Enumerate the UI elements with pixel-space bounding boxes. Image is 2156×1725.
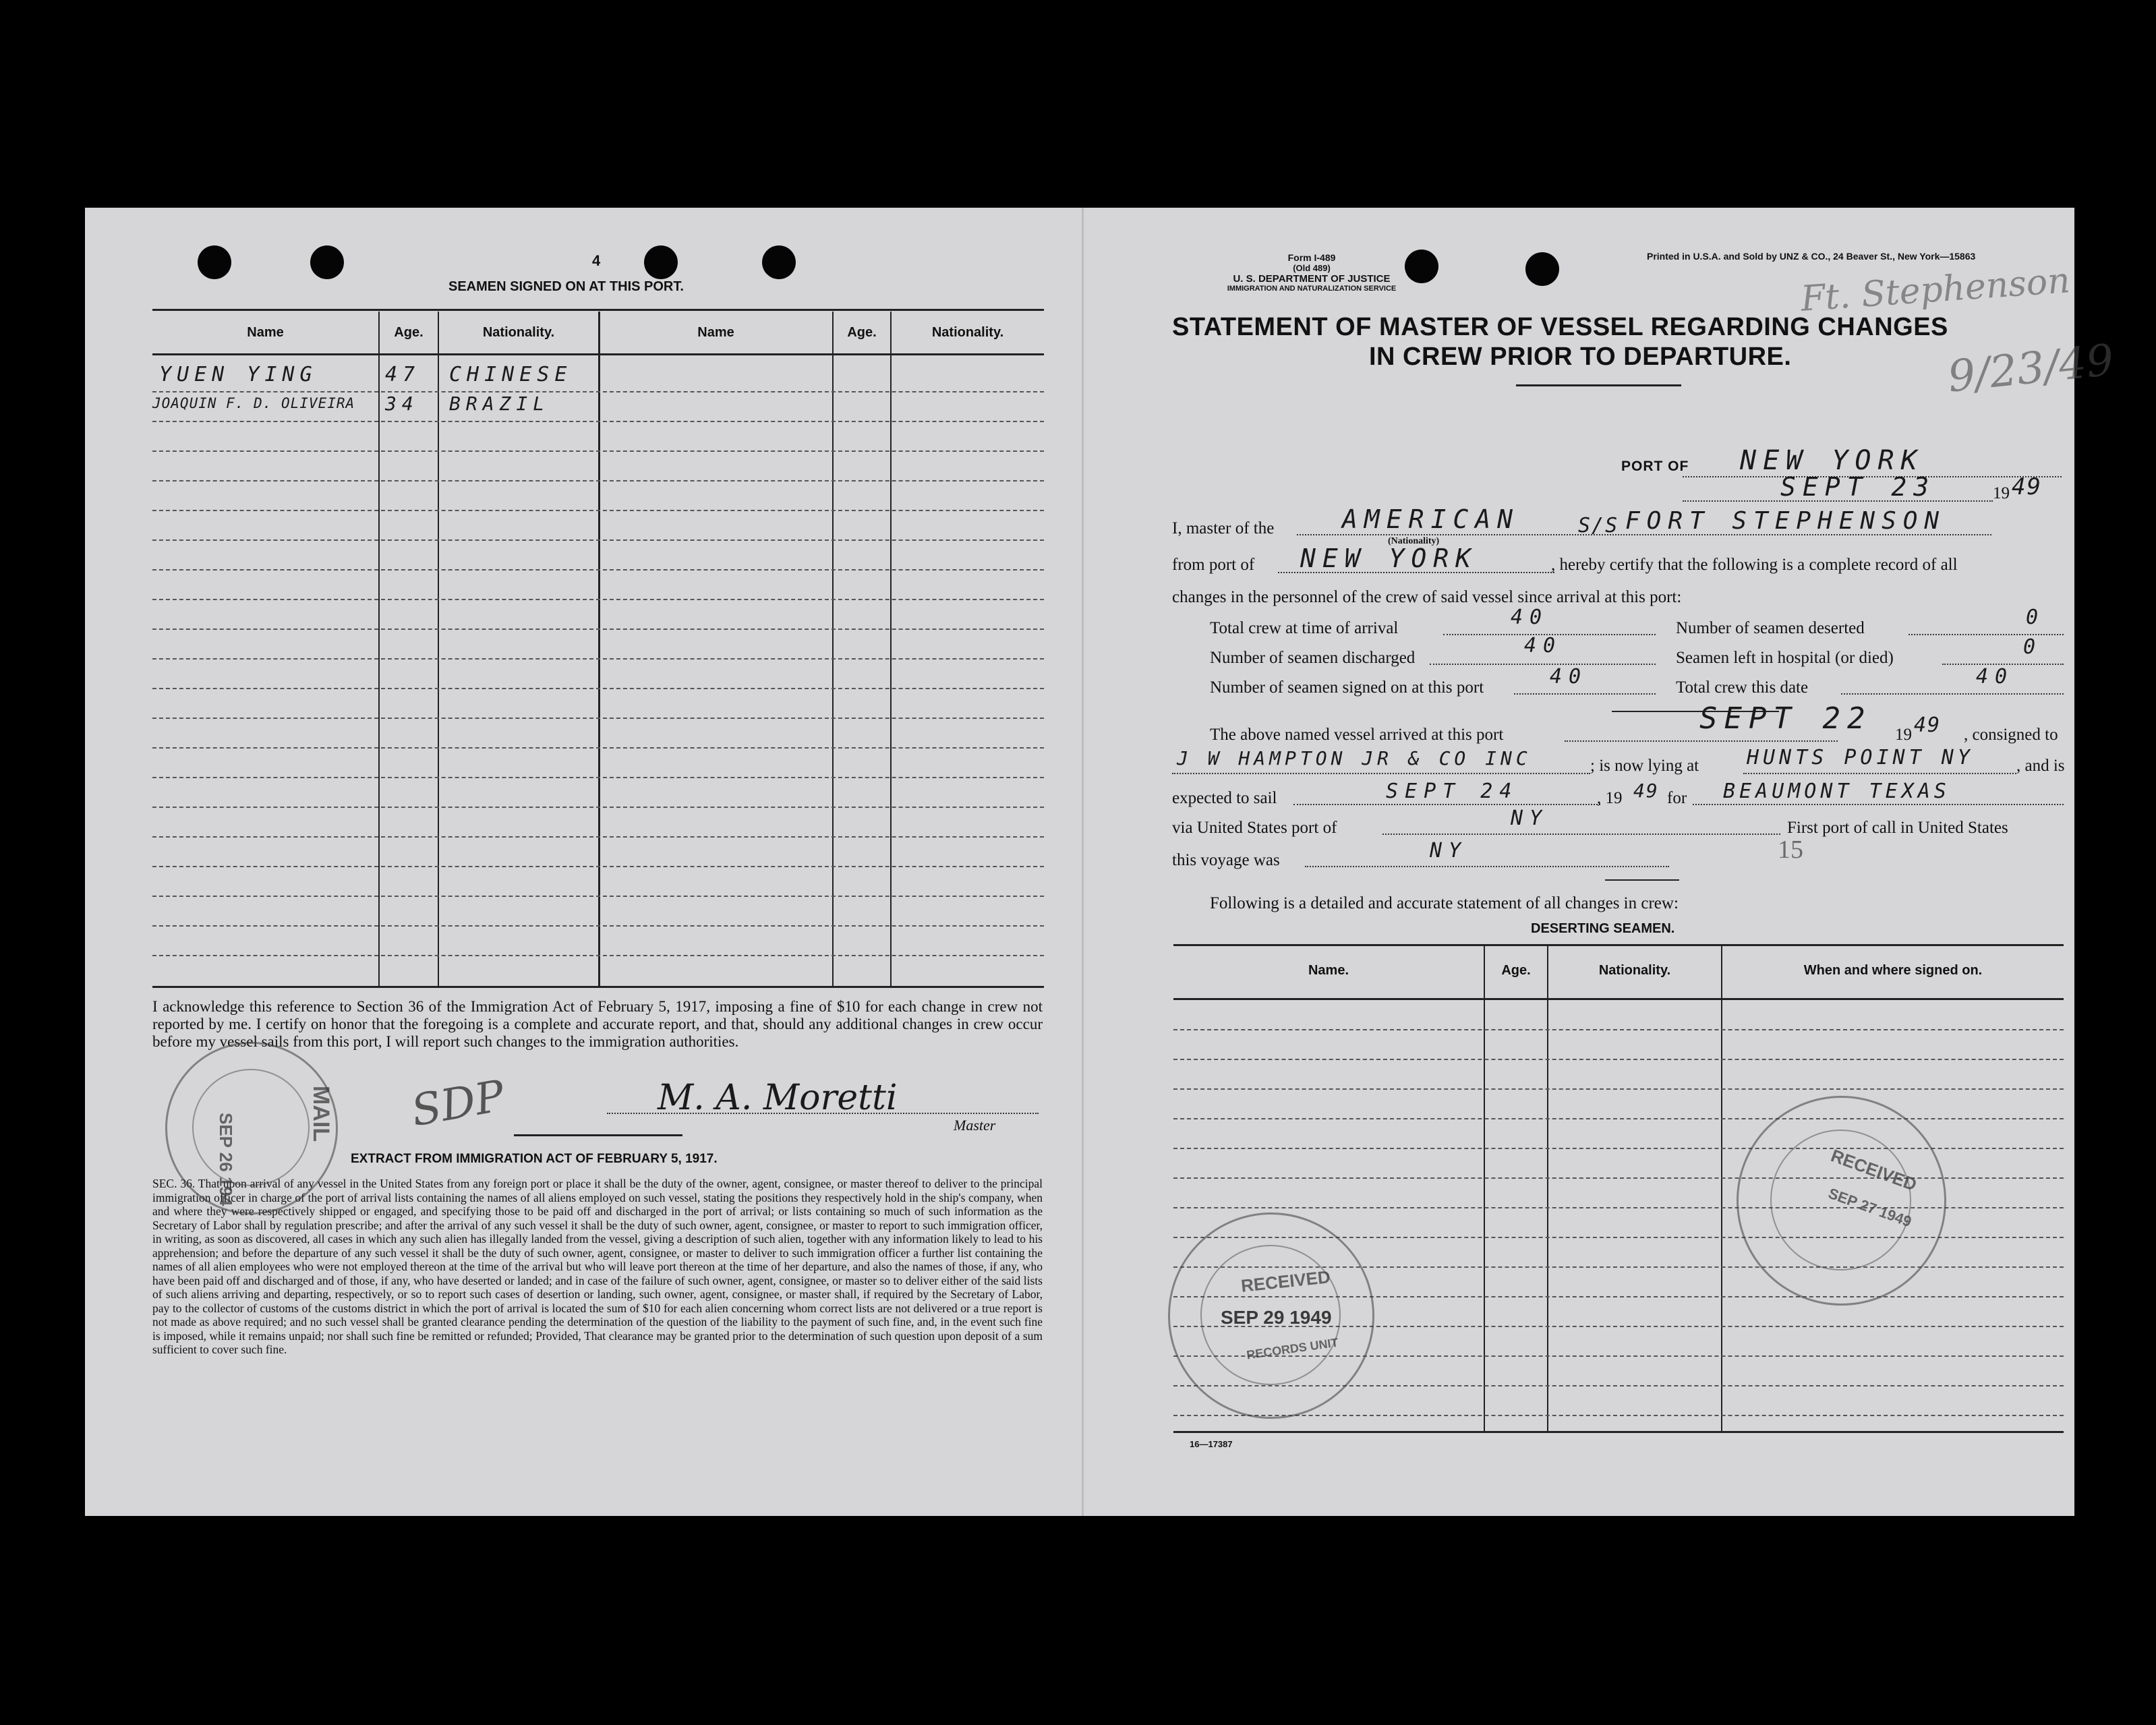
voyage-rule <box>1605 879 1679 881</box>
desert-column-divider <box>1721 946 1722 1432</box>
records-unit-stamp-date: SEP 29 1949 <box>1221 1307 1332 1328</box>
lying-label: ; is now lying at <box>1590 757 1699 775</box>
for-label: for <box>1667 789 1687 807</box>
row-rule <box>152 480 1044 481</box>
row-rule <box>152 599 1044 600</box>
row-rule <box>1173 1118 2064 1119</box>
deserting-title: DESERTING SEAMEN. <box>1531 921 1675 936</box>
stat-discharged-value: 40 <box>1524 634 1563 657</box>
form-old-number: (Old 489) <box>1293 263 1331 273</box>
expected-label: expected to sail <box>1172 789 1277 807</box>
voyage-value: NY <box>1430 839 1468 862</box>
and-is-label: , and is <box>2016 757 2065 775</box>
master-of-label: I, master of the <box>1172 519 1275 537</box>
cell-name: YUEN YING <box>159 363 318 386</box>
expected-line <box>1293 804 1600 805</box>
row-rule <box>1173 1029 2064 1030</box>
row-rule <box>152 539 1044 541</box>
extract-title: EXTRACT FROM IMMIGRATION ACT OF FEBRUARY 5, 1917. <box>351 1152 718 1166</box>
punch-hole <box>762 245 796 279</box>
acknowledgement-text: I acknowledge this reference to Section 36 of the Immigration Act of February 5, 1917, imposing a fine of $10 for each change in crew not reported by me. I certify on honor that the foregoing is a complete and accurate report, and that, should any additional changes in crew occur before my vessel sails from this port, I will report such changes to the immigration authorities. <box>152 998 1043 1050</box>
form-title-line2: IN CREW PRIOR TO DEPARTURE. <box>1369 343 1792 371</box>
vessel-type: S/S <box>1578 514 1619 537</box>
row-rule <box>152 807 1044 808</box>
vessel-annotation: Ft. Stephenson <box>1799 260 2072 320</box>
mail-stamp-date: SEP 26 194 <box>216 1113 236 1206</box>
date-annotation: 9/23/49 <box>1945 335 2116 403</box>
expected-year: 49 <box>1633 780 1659 802</box>
from-port-line <box>1278 572 1554 573</box>
column-header-age: Age. <box>394 325 424 340</box>
expected-value: SEPT 24 <box>1386 780 1519 803</box>
for-value: BEAUMONT TEXAS <box>1723 780 1950 803</box>
master-signature: M. A. Moretti <box>658 1078 898 1118</box>
stat-total-date-label: Total crew this date <box>1676 678 1809 697</box>
nationality-value: AMERICAN <box>1342 504 1520 534</box>
desert-column-age: Age. <box>1501 963 1531 978</box>
row-rule <box>152 866 1044 867</box>
column-header-age: Age. <box>847 325 877 340</box>
certify-text: , hereby certify that the following is a complete record of all <box>1551 556 1958 574</box>
port-value: NEW YORK <box>1740 445 1924 476</box>
lying-value: HUNTS POINT NY <box>1747 746 1974 769</box>
page-fold <box>1082 208 1084 1516</box>
stat-discharged-label: Number of seamen discharged <box>1210 649 1416 667</box>
cell-nationality: CHINESE <box>449 363 573 386</box>
service-name: IMMIGRATION AND NATURALIZATION SERVICE <box>1227 285 1397 293</box>
received-stamp-label: RECEIVED <box>1828 1145 1920 1195</box>
row-rule <box>152 955 1044 956</box>
voyage-label: this voyage was <box>1172 851 1280 869</box>
mail-stamp-label: MAIL <box>308 1086 334 1142</box>
lying-line <box>1743 773 2016 774</box>
row-rule <box>1173 1415 2064 1416</box>
table-top-rule <box>152 309 1044 311</box>
via-label: via United States port of <box>1172 819 1337 837</box>
desert-table-top-rule <box>1173 944 2064 946</box>
department-name: U. S. DEPARTMENT OF JUSTICE <box>1233 273 1391 285</box>
stat-deserted-label: Number of seamen deserted <box>1676 619 1865 637</box>
stat-hospital-label: Seamen left in hospital (or died) <box>1676 649 1894 667</box>
cell-age: 34 <box>385 392 419 415</box>
printer-line: Printed in U.S.A. and Sold by UNZ & CO., 24 Beaver St., New York—15863 <box>1647 251 1976 262</box>
punch-hole <box>198 245 231 279</box>
stat-line <box>1430 664 1656 665</box>
nationality-label: (Nationality) <box>1388 536 1440 546</box>
row-rule <box>152 896 1044 897</box>
stat-line <box>1514 693 1656 695</box>
from-port-value: NEW YORK <box>1300 544 1478 573</box>
date-line <box>1683 500 1993 502</box>
cell-nationality: BRAZIL <box>449 392 550 415</box>
consignee-value: J W HAMPTON JR & CO INC <box>1177 747 1532 769</box>
form-code: 16—17387 <box>1190 1439 1233 1449</box>
stat-deserted-value: 0 <box>2026 606 2045 629</box>
via-value: NY <box>1511 807 1549 830</box>
form-number: Form I-489 <box>1287 252 1336 263</box>
desert-column-name: Name. <box>1308 963 1349 978</box>
master-label: Master <box>954 1117 996 1134</box>
punch-hole <box>1525 252 1559 286</box>
stat-line <box>1841 693 2064 695</box>
row-rule <box>1173 1088 2064 1090</box>
stat-signed-on-value: 40 <box>1550 665 1588 689</box>
column-header-name: Name <box>247 325 284 340</box>
for-line <box>1693 804 2064 805</box>
desert-column-divider <box>1547 946 1548 1432</box>
following-text: Following is a detailed and accurate statement of all changes in crew: <box>1210 894 1679 912</box>
punch-hole <box>644 245 678 279</box>
arrived-year: 49 <box>1914 713 1942 737</box>
punch-hole <box>310 245 344 279</box>
cell-age: 47 <box>385 363 421 386</box>
left-page-title: SEAMEN SIGNED ON AT THIS PORT. <box>448 279 684 294</box>
row-rule <box>1173 1059 2064 1060</box>
page-number: 4 <box>592 252 601 269</box>
stat-signed-on-label: Number of seamen signed on at this port <box>1210 678 1484 697</box>
signature-initials: SDP <box>407 1071 508 1137</box>
voyage-note: 15 <box>1778 836 1803 864</box>
cell-name: JOAQUIN F. D. OLIVEIRA <box>152 395 355 411</box>
row-rule <box>152 510 1044 511</box>
desert-table-header-rule <box>1173 998 2064 1000</box>
consigned-label: , consigned to <box>1964 726 2058 744</box>
vessel-name: FORT STEPHENSON <box>1625 507 1946 535</box>
expected-year-prefix: , 19 <box>1597 789 1623 807</box>
row-rule <box>152 836 1044 838</box>
changes-text: changes in the personnel of the crew of said vessel since arrival at this port: <box>1172 588 1682 606</box>
stat-hospital-value: 0 <box>2023 635 2043 659</box>
row-rule <box>152 718 1044 719</box>
records-unit-stamp-label: RECEIVED <box>1240 1266 1332 1296</box>
extract-rule <box>514 1134 682 1136</box>
arrived-year-prefix: 19 <box>1895 726 1912 744</box>
row-rule <box>152 688 1044 689</box>
desert-column-signed-on: When and where signed on. <box>1803 963 1983 978</box>
records-unit-stamp-sub: RECORDS UNIT <box>1246 1335 1339 1362</box>
form-title-line1: STATEMENT OF MASTER OF VESSEL REGARDING CHANGES <box>1172 313 1948 341</box>
table-bottom-rule <box>152 986 1044 988</box>
year-prefix: 19 <box>1993 484 2010 502</box>
stat-total-arrival-label: Total crew at time of arrival <box>1210 619 1399 637</box>
arrived-line <box>1565 740 1838 742</box>
vessel-line <box>1297 534 1991 535</box>
form-header-left <box>1160 252 1463 293</box>
desert-table-bottom-rule <box>1173 1431 2064 1433</box>
row-rule <box>152 747 1044 749</box>
row-rule <box>152 777 1044 778</box>
row-rule <box>152 658 1044 660</box>
first-port-label: First port of call in United States <box>1787 819 2008 837</box>
consignee-line <box>1172 773 1590 774</box>
received-stamp-date: SEP 27 1949 <box>1826 1184 1914 1231</box>
row-rule <box>152 569 1044 571</box>
year-value: 49 <box>2012 473 2042 500</box>
table-row <box>152 392 1044 419</box>
arrived-value: SEPT 22 <box>1699 701 1872 736</box>
table-row <box>152 363 1044 390</box>
port-label: PORT OF <box>1621 459 1689 474</box>
desert-column-nationality: Nationality. <box>1598 963 1671 978</box>
signature-line <box>607 1113 1039 1114</box>
column-header-nationality: Nationality. <box>482 325 555 340</box>
arrived-label: The above named vessel arrived at this port <box>1210 726 1504 744</box>
stat-total-arrival-value: 40 <box>1511 606 1549 629</box>
desert-column-divider <box>1484 946 1485 1432</box>
stat-total-date-value: 40 <box>1976 665 2014 689</box>
row-rule <box>152 450 1044 452</box>
title-rule <box>1516 384 1681 386</box>
row-rule <box>152 628 1044 630</box>
voyage-line <box>1305 866 1669 867</box>
row-rule <box>152 925 1044 927</box>
via-line <box>1382 834 1780 835</box>
mail-stamp-inner <box>192 1069 310 1186</box>
column-header-nationality: Nationality. <box>931 325 1004 340</box>
row-rule <box>152 421 1044 422</box>
from-port-label: from port of <box>1172 556 1255 574</box>
extract-text: SEC. 36. That upon arrival of any vessel in the United States from any foreign port or place it shall be the duty of the owner, agent, consignee, or master thereof to deliver to the principal immigration officer in charge of the port of arrival lists containing the names of all aliens employed on such vessel, stating the positions they respectively hold in the ship's company, when and where they were respectively shipped or engaged, and specifying those to be paid off and discharged in the port of arrival; or lists containing so much of such information as the Secretary of Labor shall by regulation prescribe; and after the arrival of any such vessel it shall be the duty of such owner, agent, consignee, or master to report to such immigration officer, in writing, as soon as discovered, all cases in which any such alien has illegally landed from the vessel, giving a description of such alien, together with any information likely to lead to his apprehension; and before the departure of any such vessel it shall be the duty of such owner, agent, consignee, or master to deliver to such immigration officer a further list containing the names of all alien employees who were not employed thereon at the time of the arrival but who will leave port thereon at the time of her departure, and also the names of those, if any, who have been paid off and discharged and of those, if any, who have deserted or landed; and in case of the failure of such owner, agent, consignee, or master so to deliver either of the said lists of such aliens arriving and departing, respectively, or so to report such cases of desertion or landing, such owner, agent, consignee, or master shall, if required by the Secretary of Labor, pay to the collector of customs of the customs district in which the port of arrival is located the sum of $10 for each alien concerning whom correct lists are not delivered or a true report is not made as above required; and no such vessel shall be granted clearance pending the determination of the question of the liability to the payment of such fine, and, in the event such fine is imposed, while it remains unpaid; nor shall such fine be remitted or refunded; Provided, That clearance may be granted prior to the determination of such question upon deposit of a sum sufficient to cover such fine. <box>152 1177 1043 1356</box>
date-value: SEPT 23 <box>1780 472 1936 502</box>
column-header-name: Name <box>697 325 734 340</box>
